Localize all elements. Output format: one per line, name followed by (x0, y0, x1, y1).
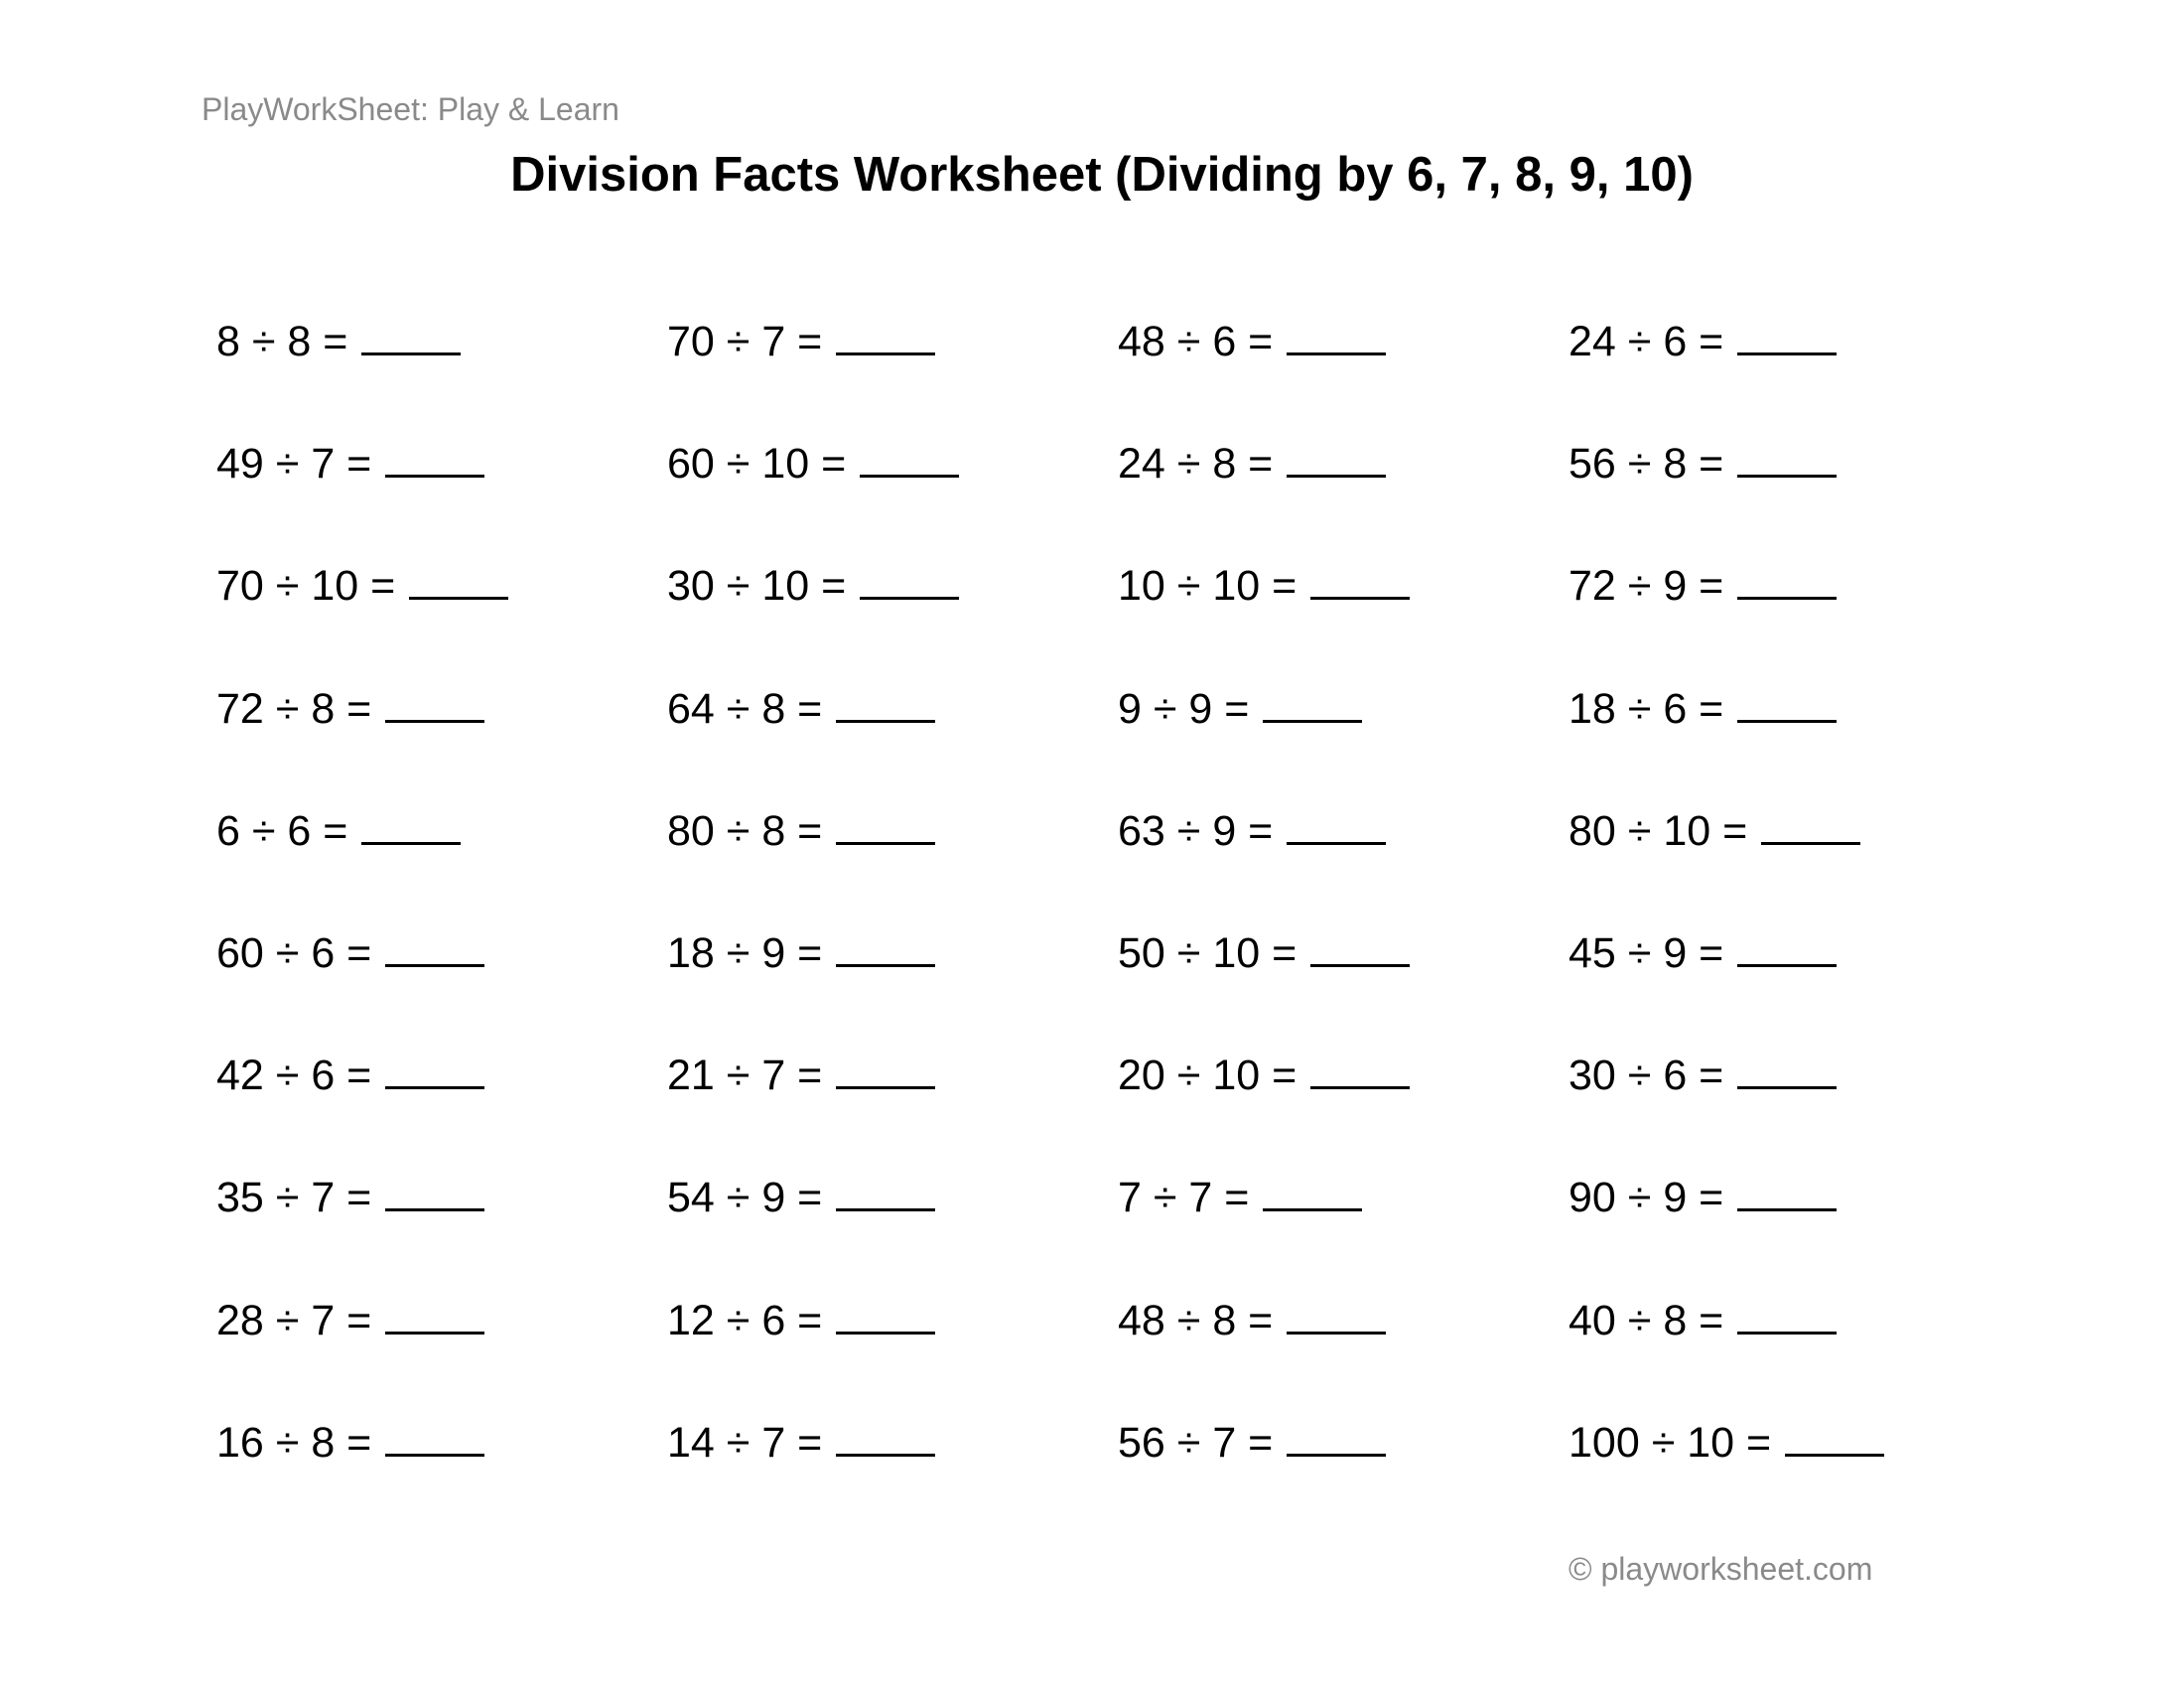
problem-text: 42 ÷ 6 = (216, 1052, 372, 1099)
answer-blank[interactable] (1310, 1051, 1410, 1089)
problem-text: 8 ÷ 8 = (216, 318, 348, 365)
worksheet-title: Division Facts Worksheet (Dividing by 6, 7, 8, 9, 10) (510, 148, 1694, 202)
problem-text: 72 ÷ 8 = (216, 685, 372, 733)
problem-text: 18 ÷ 9 = (667, 929, 823, 977)
problem-text: 56 ÷ 8 = (1569, 440, 1724, 488)
answer-blank[interactable] (1761, 806, 1860, 845)
problem-text: 6 ÷ 6 = (216, 807, 348, 855)
answer-blank[interactable] (385, 1296, 484, 1335)
division-problem (1569, 1295, 1837, 1346)
problem-text: 21 ÷ 7 = (667, 1052, 823, 1099)
division-problem (216, 683, 484, 735)
answer-blank[interactable] (836, 806, 935, 845)
answer-blank[interactable] (836, 684, 935, 723)
problem-text: 63 ÷ 9 = (1118, 807, 1274, 855)
problem-text: 49 ÷ 7 = (216, 440, 372, 488)
division-problem (1569, 1050, 1837, 1101)
division-problem (1569, 438, 1837, 490)
division-problem (1118, 927, 1410, 979)
answer-blank[interactable] (1310, 928, 1410, 967)
answer-blank[interactable] (1737, 1296, 1837, 1335)
answer-blank[interactable] (1737, 317, 1837, 355)
answer-blank[interactable] (1287, 1418, 1386, 1457)
division-problem (1118, 438, 1386, 490)
division-problem (216, 1050, 484, 1101)
problem-text: 12 ÷ 6 = (667, 1297, 823, 1344)
problem-text: 54 ÷ 9 = (667, 1174, 823, 1221)
division-problem (1118, 805, 1386, 857)
problem-text: 80 ÷ 10 = (1569, 807, 1748, 855)
answer-blank[interactable] (836, 1173, 935, 1211)
answer-blank[interactable] (409, 561, 508, 600)
answer-blank[interactable] (860, 561, 959, 600)
division-problem (667, 1172, 935, 1223)
division-problem (667, 438, 959, 490)
division-problem (1118, 1417, 1386, 1469)
problem-text: 80 ÷ 8 = (667, 807, 823, 855)
problem-text: 70 ÷ 10 = (216, 562, 396, 610)
answer-blank[interactable] (1785, 1418, 1884, 1457)
division-problem (216, 1295, 484, 1346)
division-problem (1118, 683, 1362, 735)
brand-header: PlayWorkSheet: Play & Learn (202, 91, 619, 127)
division-problem (1118, 1295, 1386, 1346)
answer-blank[interactable] (860, 439, 959, 478)
problem-text: 14 ÷ 7 = (667, 1419, 823, 1467)
answer-blank[interactable] (1737, 928, 1837, 967)
division-problem (216, 438, 484, 490)
answer-blank[interactable] (1737, 1051, 1837, 1089)
problem-text: 60 ÷ 10 = (667, 440, 847, 488)
answer-blank[interactable] (361, 806, 461, 845)
division-problem (667, 1050, 935, 1101)
answer-blank[interactable] (1287, 1296, 1386, 1335)
division-problem (1118, 316, 1386, 367)
division-problem (667, 683, 935, 735)
answer-blank[interactable] (385, 1051, 484, 1089)
answer-blank[interactable] (361, 317, 461, 355)
problem-text: 16 ÷ 8 = (216, 1419, 372, 1467)
problem-text: 90 ÷ 9 = (1569, 1174, 1724, 1221)
division-problem (216, 1417, 484, 1469)
problem-text: 30 ÷ 6 = (1569, 1052, 1724, 1099)
problem-text: 60 ÷ 6 = (216, 929, 372, 977)
answer-blank[interactable] (385, 684, 484, 723)
answer-blank[interactable] (385, 928, 484, 967)
division-problem (667, 1417, 935, 1469)
answer-blank[interactable] (1287, 317, 1386, 355)
division-problem (1569, 316, 1837, 367)
answer-blank[interactable] (836, 1296, 935, 1335)
division-problem (667, 316, 935, 367)
division-problem (216, 1172, 484, 1223)
problem-text: 48 ÷ 8 = (1118, 1297, 1274, 1344)
problem-text: 64 ÷ 8 = (667, 685, 823, 733)
division-problem (1569, 1172, 1837, 1223)
problem-text: 48 ÷ 6 = (1118, 318, 1274, 365)
problem-text: 10 ÷ 10 = (1118, 562, 1297, 610)
problem-text: 30 ÷ 10 = (667, 562, 847, 610)
answer-blank[interactable] (836, 928, 935, 967)
answer-blank[interactable] (1737, 439, 1837, 478)
copyright-footer: © playworksheet.com (1569, 1551, 1873, 1587)
division-problem (1569, 927, 1837, 979)
problem-text: 7 ÷ 7 = (1118, 1174, 1250, 1221)
division-problem (1569, 805, 1860, 857)
problem-text: 28 ÷ 7 = (216, 1297, 372, 1344)
division-problem (667, 927, 935, 979)
division-problem (216, 560, 508, 612)
division-problem (1118, 1172, 1362, 1223)
problem-text: 56 ÷ 7 = (1118, 1419, 1274, 1467)
answer-blank[interactable] (1737, 684, 1837, 723)
answer-blank[interactable] (1310, 561, 1410, 600)
answer-blank[interactable] (385, 439, 484, 478)
problem-text: 72 ÷ 9 = (1569, 562, 1724, 610)
problem-text: 9 ÷ 9 = (1118, 685, 1250, 733)
answer-blank[interactable] (1737, 1173, 1837, 1211)
answer-blank[interactable] (385, 1173, 484, 1211)
problem-text: 50 ÷ 10 = (1118, 929, 1297, 977)
problem-text: 24 ÷ 8 = (1118, 440, 1274, 488)
division-problem (216, 316, 461, 367)
answer-blank[interactable] (385, 1418, 484, 1457)
answer-blank[interactable] (1287, 806, 1386, 845)
division-problem (667, 560, 959, 612)
problem-text: 24 ÷ 6 = (1569, 318, 1724, 365)
division-problem (216, 927, 484, 979)
answer-blank[interactable] (836, 317, 935, 355)
answer-blank[interactable] (1287, 439, 1386, 478)
problem-text: 100 ÷ 10 = (1569, 1419, 1772, 1467)
division-problem (1569, 683, 1837, 735)
answer-blank[interactable] (1263, 1173, 1362, 1211)
answer-blank[interactable] (1263, 684, 1362, 723)
division-problem (1118, 1050, 1410, 1101)
division-problem (1569, 1417, 1884, 1469)
problem-text: 35 ÷ 7 = (216, 1174, 372, 1221)
answer-blank[interactable] (836, 1418, 935, 1457)
division-problem (1569, 560, 1837, 612)
problem-text: 40 ÷ 8 = (1569, 1297, 1724, 1344)
division-problem (1118, 560, 1410, 612)
problem-text: 70 ÷ 7 = (667, 318, 823, 365)
problem-text: 45 ÷ 9 = (1569, 929, 1724, 977)
problem-text: 20 ÷ 10 = (1118, 1052, 1297, 1099)
division-problem (667, 1295, 935, 1346)
problem-text: 18 ÷ 6 = (1569, 685, 1724, 733)
division-problem (667, 805, 935, 857)
answer-blank[interactable] (1737, 561, 1837, 600)
answer-blank[interactable] (836, 1051, 935, 1089)
division-problem (216, 805, 461, 857)
